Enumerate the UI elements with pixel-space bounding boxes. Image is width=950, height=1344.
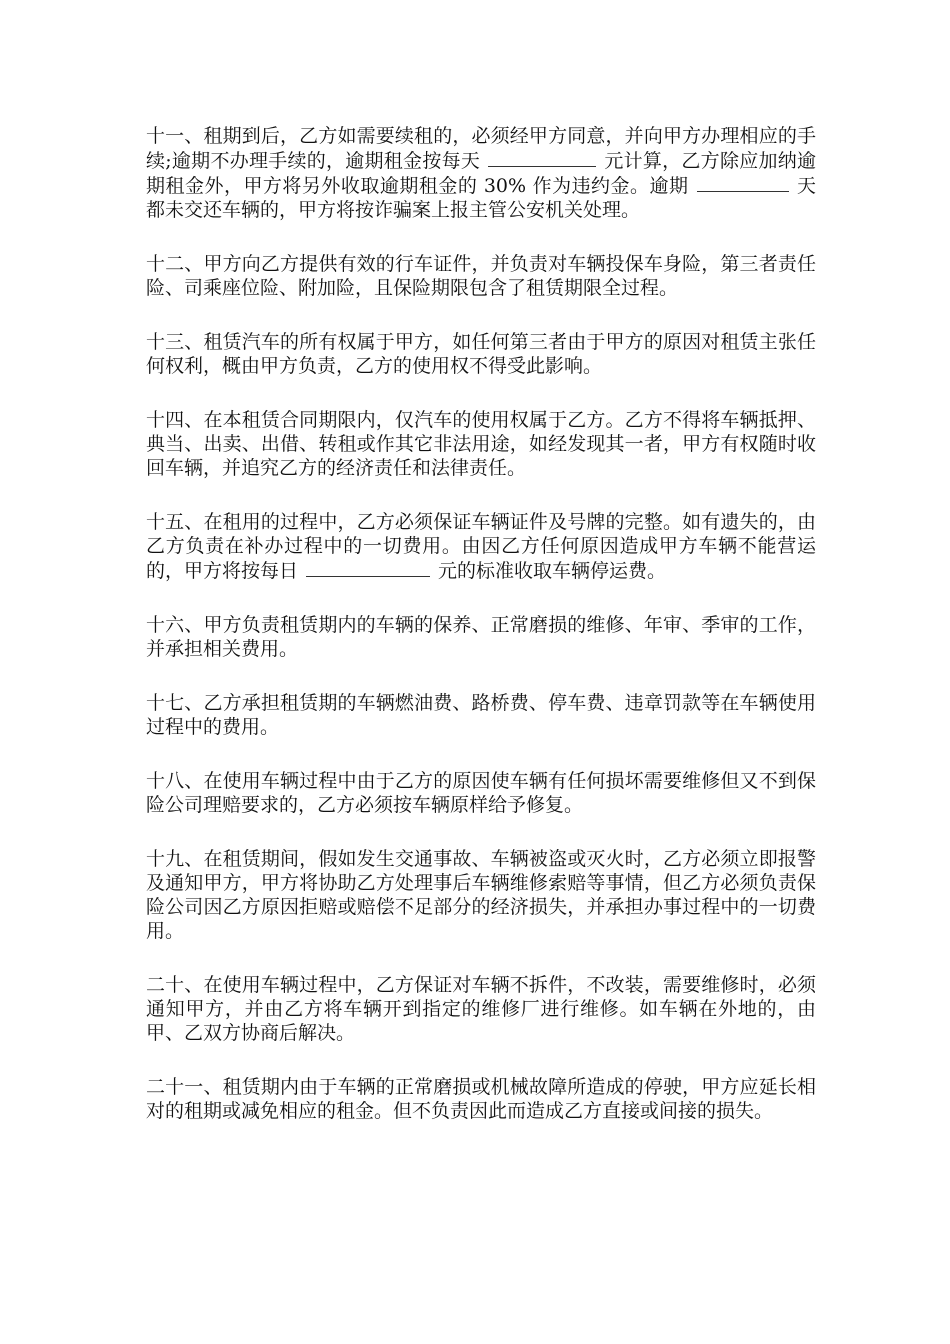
clause-11-text-1: 十一、租期到后，乙方如需要续租的，必须经甲方同意，并向甲方办理相应的手续;逾期不办理手续的，逾期租金按每天 [146,125,816,172]
clause-14: 十四、在本租赁合同期限内，仅汽车的使用权属于乙方。乙方不得将车辆抵押、典当、出卖、出借、转租或作其它非法用途，如经发现其一者，甲方有权随时收回车辆，并追究乙方的经济责任和法律责任。 [146,409,816,479]
clause-18: 十八、在使用车辆过程中由于乙方的原因使车辆有任何损坏需要维修但又不到保险公司理赔要求的，乙方必须按车辆原样给予修复。 [146,770,816,816]
clause-17: 十七、乙方承担租赁期的车辆燃油费、路桥费、停车费、违章罚款等在车辆使用过程中的费用。 [146,692,816,738]
overdue-days-blank [697,173,789,192]
clause-16: 十六、甲方负责租赁期内的车辆的保养、正常磨损的维修、年审、季审的工作，并承担相关费用。 [146,614,816,660]
clause-11 [146,124,816,222]
clause-15 [146,510,816,583]
clause-11-text-2: 元计算，乙方除应加纳逾期租金外，甲方将另外收取逾期租金的 30% 作为违约金。逾期 [146,150,816,197]
clause-21: 二十一、租赁期内由于车辆的正常磨损或机械故障所造成的停驶，甲方应延长相对的租期或减免相应的租金。但不负责因此而造成乙方直接或间接的损失。 [146,1076,816,1122]
overdue-rent-blank [488,148,596,167]
clause-20: 二十、在使用车辆过程中，乙方保证对车辆不拆件，不改装，需要维修时，必须通知甲方，并由乙方将车辆开到指定的维修厂进行维修。如车辆在外地的，由甲、乙双方协商后解决。 [146,974,816,1044]
clause-19: 十九、在租赁期间，假如发生交通事故、车辆被盗或灭火时，乙方必须立即报警及通知甲方，甲方将协助乙方处理事后车辆维修索赔等事情，但乙方必须负责保险公司因乙方原因拒赔或赔偿不足部分的经济损失，并承担办事过程中的一切费用。 [146,848,816,942]
clause-12: 十二、甲方向乙方提供有效的行车证件，并负责对车辆投保车身险，第三者责任险、司乘座位险、附加险，且保险期限包含了租赁期限全过程。 [146,253,816,299]
clause-13: 十三、租赁汽车的所有权属于甲方，如任何第三者由于甲方的原因对租赁主张任何权利，概由甲方负责，乙方的使用权不得受此影响。 [146,331,816,377]
clause-15-text-1: 十五、在租用的过程中，乙方必须保证车辆证件及号牌的完整。如有遗失的，由乙方负责在补办过程中的一切费用。由因乙方任何原因造成甲方车辆不能营运的，甲方将按每日 [146,511,816,582]
contract-body [146,124,816,1153]
clause-11-text-3: 天都未交还车辆的，甲方将按诈骗案上报主管公安机关处理。 [146,175,816,221]
clause-15-text-2: 元的标准收取车辆停运费。 [438,560,667,582]
daily-fee-blank [306,558,430,577]
